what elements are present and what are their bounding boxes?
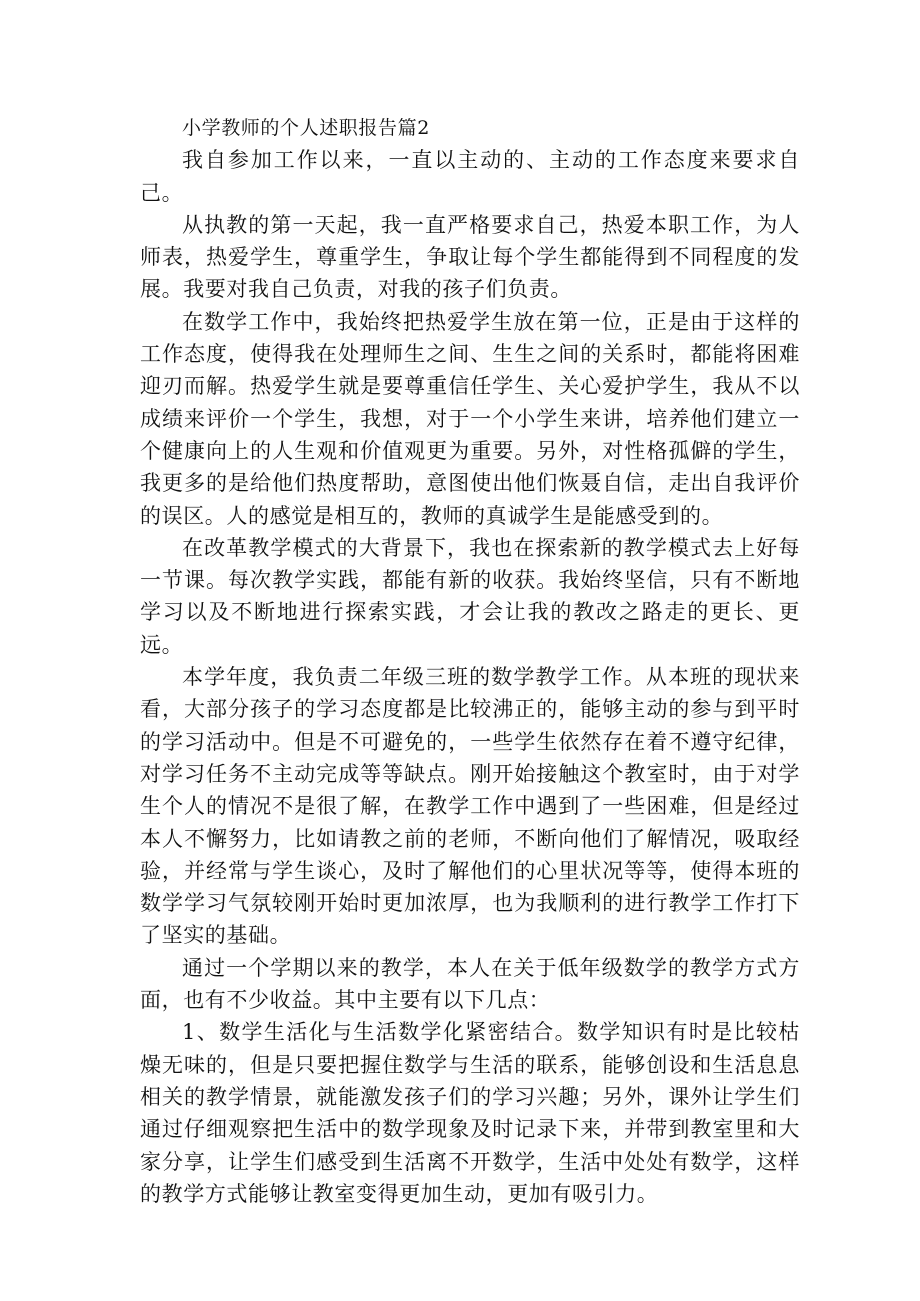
- paragraph-first-day: 从执教的第一天起，我一直严格要求自己，热爱本职工作，为人师表，热爱学生，尊重学生，争取让每个学生都能得到不同程度的发展。我要对我自己负责，对我的孩子们负责。: [140, 212, 800, 302]
- paragraph-teaching-reform: 在改革教学模式的大背景下，我也在探索新的教学模式去上好每一节课。每次教学实践，都能有新的收获。我始终坚信，只有不断地学习以及不断地进行探索实践，才会让我的教改之路走的更长、更远。: [140, 535, 800, 657]
- document-page: [140, 112, 800, 1210]
- paragraph-love-students: 在数学工作中，我始终把热爱学生放在第一位，正是由于这样的工作态度，使得我在处理师生之间、生生之间的关系时，都能将困难迎刃而解。热爱学生就是要尊重信任学生、关心爱护学生，我从不以成绩来评价一个学生，我想，对于一个小学生来讲，培养他们建立一个健康向上的人生观和价值观更为重要。另外，对性格孤僻的学生，我更多的是给他们热度帮助，意图使出他们恢聂自信，走出自我评价的误区。人的感觉是相互的，教师的真诚学生是能感受到的。: [140, 309, 800, 528]
- paragraph-gains: 通过一个学期以来的教学，本人在关于低年级数学的教学方式方面，也有不少收益。其中主要有以下几点：: [140, 955, 800, 1013]
- paragraph-intro: 我自参加工作以来，一直以主动的、主动的工作态度来要求自己。: [140, 148, 800, 205]
- paragraph-class-situation: 本学年度，我负责二年级三班的数学教学工作。从本班的现状来看，大部分孩子的学习态度都是比较沸正的，能够主动的参与到平时的学习活动中。但是不可避免的，一些学生依然存在着不遵守纪律，对学习任务不主动完成等等缺点。刚开始接触这个教室时，由于对学生个人的情况不是很了解，在教学工作中遇到了一些困难，但是经过本人不懈努力，比如请教之前的老师，不断向他们了解情况，吸取经验，并经常与学生谈心，及时了解他们的心里状况等等，使得本班的数学学习气氛较刚开始时更加浓厚，也为我顺利的进行教学工作打下了坚实的基础。: [140, 665, 800, 948]
- document-title: 小学教师的个人述职报告篇2: [182, 117, 430, 139]
- paragraph-point-1: 1、数学生活化与生活数学化紧密结合。数学知识有时是比较枯燥无味的，但是只要把握住数学与生活的联系，能够创设和生活息息相关的教学情景，就能激发孩子们的学习兴趣；另外，课外让学生们通过仔细观察把生活中的数学现象及时记录下来，并带到教室里和大家分享，让学生们感受到生活离不开数学，生活中处处有数学，这样的教学方式能够让教室变得更加生动，更加有吸引力。: [140, 1020, 800, 1206]
